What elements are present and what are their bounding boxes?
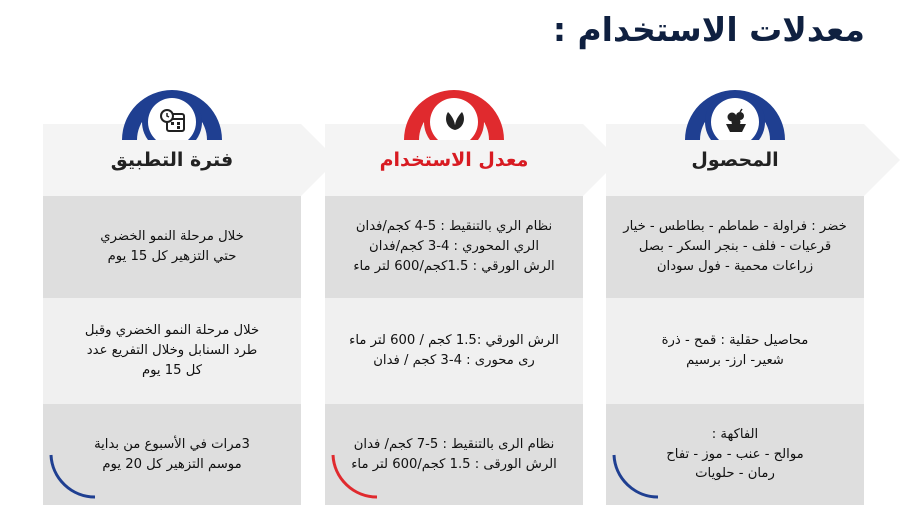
cell-line: قرعيات - فلف - بنجر السكر - بصل <box>638 239 832 255</box>
cell-line: شعير- ارز- برسيم <box>686 353 784 368</box>
cell-line: نظام الرى بالتنقيط : 5-7 كجم/ فدان <box>353 436 555 452</box>
cell-line: الري المحوري : 4-3 كجم/فدان <box>369 239 539 255</box>
corner-arc-decoration <box>47 451 97 501</box>
table-cell <box>325 196 583 298</box>
cell-line: خلال مرحلة النمو الخضري وقبل <box>84 323 260 339</box>
cell-line: 3مرات في الأسبوع من بداية <box>94 436 250 452</box>
cell-line: الرش الورقي : 1.5كجم/600 لتر ماء <box>353 258 555 274</box>
cell-line: نظام الري بالتنقيط : 5-4 كجم/فدان <box>355 219 553 235</box>
cell-line: رى محورى : 4-3 كجم / فدان <box>373 353 535 368</box>
column-header: فترة التطبيق <box>110 149 234 171</box>
table-cell <box>43 404 301 505</box>
cell-line: طرد السنابل وخلال التفريع عدد <box>86 343 258 359</box>
table-cell <box>43 298 301 404</box>
column-header: المحصول <box>691 149 779 171</box>
corner-arc-decoration <box>329 451 379 501</box>
cell-line: حتي التزهير كل 15 يوم <box>107 249 237 264</box>
cell-line: الفاكهة : <box>711 426 759 442</box>
page-title: معدلات الاستخدام : <box>552 10 865 49</box>
cell-line: موالح - عنب - موز - تفاح <box>666 446 804 462</box>
column-rate <box>325 80 583 505</box>
cell-line: خضر : فراولة - طماطم - بطاطس - خيار <box>623 219 847 235</box>
cell-line: محاصيل حقلية : قمح - ذرة <box>661 333 809 349</box>
table-cell <box>606 196 864 298</box>
table-cell <box>606 298 864 404</box>
cell-line: الرش الورقى : 1.5 كجم/600 لتر ماء <box>351 456 557 472</box>
cell-line: الرش الورقي :1.5 كجم / 600 لتر ماء <box>349 333 559 349</box>
corner-arc-decoration <box>610 451 660 501</box>
cell-line: كل 15 يوم <box>141 362 203 378</box>
table-cell <box>325 404 583 505</box>
cell-line: رمان - حلويات <box>695 466 775 482</box>
cell-line: موسم التزهير كل 20 يوم <box>102 456 242 472</box>
table-cell <box>325 298 583 404</box>
cell-line: خلال مرحلة النمو الخضري <box>100 229 244 245</box>
column-crop <box>606 80 864 505</box>
table-cell <box>43 196 301 298</box>
column-header: معدل الاستخدام <box>379 149 529 171</box>
table-cell <box>606 404 864 505</box>
column-timing <box>43 80 301 505</box>
cell-line: زراعات محمية - فول سودان <box>656 258 814 274</box>
